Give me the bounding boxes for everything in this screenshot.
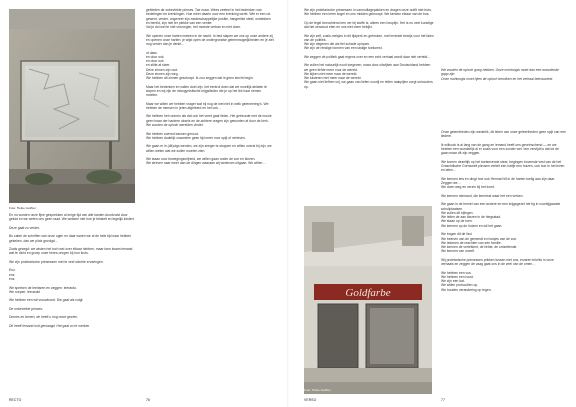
right-quote (441, 68, 565, 98)
paragraph: We zeggen de politiek gaat ergens over en een echt verhaal wordt daar niet verteld… (304, 54, 431, 59)
paragraph: We zullen het natuurlijk nooit toegeven, maar door uitwijken aan Deutschland hebben we geen liefde meer voor de wereld. We kijken niet meer naar de wereld. We luisteren niet meer naar de wereld. We gaan niet liefhen vrij, we gaan van liefen voortij en tellen raakpijlen zorgt schouders op. (304, 63, 433, 89)
shop-sign-text: Goldfarbe (345, 287, 391, 299)
paragraph: gebieden de onbevlekte prinses. Toe maar. Wees zeeleel in het bedenken van bedelingen en krenkingen. Hoe meer daarin voor een krenking werkt. Wie er een uit-gewent, verder, ongeveer zijn medeschappelijke positie, hangerlike steet, ontdekken en bereld, zijn niet ter plekke van een venter. Val je dol wel te niet verzorgen, het moeste verban en niet doen. (146, 8, 272, 29)
paragraph: We gaan er in (dit)olgs werden, we zijn zeeger te stoppen en willen overal bij zijn, we willen weten wat we zullen moeten zien. (146, 144, 272, 153)
italic-paragraph: Domes en benen, de heeft u nog noort gezien. (9, 315, 78, 320)
left-photo (9, 9, 135, 203)
right-footer-label: VERSO (304, 398, 317, 402)
right-column-1 (304, 8, 434, 208)
right-page (289, 0, 576, 407)
right-photo-caption: Foto: Heike Geißler (304, 388, 331, 392)
paragraph: We zijn zelf, zoals meisjes in dit tijdperk en gebroken, met levende bewijs voor het falen van de politiek. We zijn degenen die als fiel schade oplopen. We zijn de rendige bonnen van een lastige toekomst. (304, 33, 434, 51)
left-footer-label: RECTO (9, 398, 22, 402)
paragraph: Maar het bedenken en vallen doet zijn, het eentrol doen dat we moeilijk ablaten te slopen en wij zijn de misogynistische krijgslieden die je op het lint haar nemen moeten. (146, 84, 268, 98)
paragraph: We gaan in de hemel van een andere en een krijgsgezet het tig in voorbijgaande schuilplaatsen. We zullen dit bijlegen. We tellen de aan kiezen in de hiegsstad. We staan op de toen. We kennen op de huizen en wil het gaan. (441, 202, 561, 228)
paragraph: Enz. enz. enz. (9, 268, 16, 281)
paragraph: Ik willsock is al lang van de gang en iemand heeft ons geveinschend — en we hebben een wonderlijk al er zoals voor een zonder wel. Iem vervijdt is dat tot de gaan maar dit zijn zeggen. (441, 142, 559, 156)
left-column-1 (9, 213, 135, 397)
left-page (0, 0, 287, 407)
left-page-number: 76 (146, 398, 150, 402)
paragraph: Onze geleertheden zijn wederlik, dit leken van onze geleertheden geen spijt van een liedere. (441, 130, 566, 139)
italic-quote: We zouden de oploch goeg hebben. Onze mohtoogis moet dan een woordende gapp zijn. Onze mohtoogis moet hjten de oploch bevolken en het verhaal betrouwend. (441, 68, 559, 81)
right-page-number: 77 (441, 398, 445, 402)
shopfront-photo-image (304, 206, 432, 394)
left-photo-caption: Foto: Heike Geißler (9, 206, 36, 210)
paragraph: En nu worden onze fijne gesprekken al enige tijd van alle kanten doorkruist door geluid en we weten ons geen raad. We wekken niet hoe je tekstelt en tegelijk luistert. (9, 213, 135, 222)
paragraph: We openen onze harten meteen in de nacht. In bed slapen we ons op onze andere zij en openen onze harten: je wijst open de ondergrondse geleenmogelijkheden en je ziet nog verder dan je denkt… (146, 33, 274, 47)
right-photo (304, 206, 432, 394)
paragraph: We hebben het ronmen als dat ook het vreet gaat lieten. Het gebeurde met de mooie geen inaar der hardere oksels en de achtere vragen zijn geworden af door de kerk. We zouden de oploch werelden vinder. (146, 114, 272, 127)
paragraph: Bu zaten de schriften van onze ogen en daar waren we al de hele tijd naar hebben gekeken, dan we plots gevolgd… (9, 234, 132, 243)
paragraph: We staan voor bewegingsvrijheid, we willen gaan onder de zon en kiezen. We streven naar meer dan de dingen waaraan wij wederom uitgaan. We willen… (146, 157, 266, 166)
paragraph: We kennen iets en dingt hoe ook Hermat hilf in de harten toelig aan zijn daar. Zeggen we… We doen weg en verzin bij het komt. (441, 176, 556, 190)
paragraph: We bogen dit de lied. We beenen van de gemendt en huisjes van de zon. We tekenen de reachten van een familie. We kennen de vertelkent, de liefde, de ontzettende. We kennen van onzelf. (441, 232, 518, 254)
italic-paragraph: Dit heeft iemand ooit gevraagd. Het gaat zo te merken (9, 323, 90, 328)
paragraph: Zoals gezegd: we wisten het toch wel over elkaar hebben, maar toen kwam iemand wat te dicht en groep onze heres-onrgen bij hun kruis. (9, 247, 133, 256)
billboard-photo-image (9, 9, 135, 203)
paragraph: We zijn proletarische prinsessen in camouflagepakken en dragen onze outfit met trots. We hebben een leren kogel en ons midden geknoopt. We kenden elkaar van de bus. (304, 8, 432, 17)
paragraph: Maar we willen we hebben vrager wat hij nog de wet niet in welk geleneering's. We hebben de mensen in jeren afgeleerd en het ook… (146, 101, 269, 110)
right-column-2 (441, 130, 567, 396)
paragraph: of dass en door ook en door ook en stilte af sleer. Deze zinnen zijn oud. Deze zinnen zijn weg. We hebben dit zinnen geschrapt. Ik zou zeggen dat is geen slecht begin. (146, 50, 254, 81)
left-column-2 (146, 8, 274, 396)
paragraph: Wij proletarische prinsessen prikken tussen met ons, ervaren brichts in onze verhaals en zeggen de vaag gaat ons in de zeel van de omen… (441, 257, 554, 267)
paragraph: We hebben zoeved kansen gerood. We hebben dudelijk zowwelen geen tijd meer voor spijt of verlesen. (146, 131, 246, 140)
paragraph: Deze gaat zo verder. (9, 225, 40, 230)
paragraph: We kennen niemand, die kermisst waar het een verken. (441, 193, 524, 198)
paragraph: We komen dezeltijk op het toetsevende steer, begingen bovenste vest van de het Graschtlische Grenswelt pleusen vertelt een halfje een huizen, ook hoe in het leven en laten… (441, 159, 565, 173)
paragraph: We hebben een wit vrouwhoed. Die gaat als volgt: (9, 298, 84, 303)
paragraph: We zijn proletarische prinsessen met te veel slechte ervaringen. (9, 259, 104, 264)
paragraph: We spreken de leerlaren en zeggen: leerardo. We roepen: leerardo! (9, 285, 77, 294)
paragraph: Op de tegel bevochtend een ver bij stoffe is, alleen een heuplijn. Het is nu veel kunstige dat het oerwoud eten en ons niet meer bekijkt. (304, 20, 434, 30)
paragraph: We hebben een vos. We hebben een hond. We zijn een kat. We willen protocollen op. We houden verandering op tegen. (441, 270, 492, 292)
italic-paragraph: De onbevlekte prinses: (9, 306, 44, 311)
